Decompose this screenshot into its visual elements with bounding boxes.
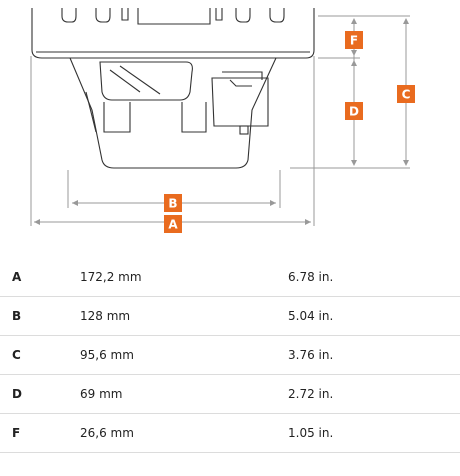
dimension-tag-a-label: A xyxy=(168,217,178,232)
table-row xyxy=(0,414,460,453)
dimension-tag-b-label: B xyxy=(168,196,178,211)
dimension-tag-b xyxy=(164,194,182,212)
dimension-tag-f-label: F xyxy=(349,33,359,48)
dimension-tag-a xyxy=(164,215,182,233)
dimension-tag-d xyxy=(345,102,363,120)
dimension-tag-c xyxy=(397,85,415,103)
dimension-label: B xyxy=(12,309,22,323)
imperial-value: 2.72 in. xyxy=(288,387,334,401)
dimension-table xyxy=(0,258,460,453)
dimension-tag-c-label: C xyxy=(401,87,411,102)
imperial-value: 6.78 in. xyxy=(288,270,334,284)
metric-value: 69 mm xyxy=(80,387,123,401)
speaker-flange xyxy=(32,8,314,58)
table-row xyxy=(0,336,460,375)
metric-value: 172,2 mm xyxy=(80,270,142,284)
table-row xyxy=(0,258,460,297)
imperial-value: 5.04 in. xyxy=(288,309,334,323)
dimension-tag-f xyxy=(345,31,363,49)
dimension-label: D xyxy=(12,387,22,401)
metric-value: 95,6 mm xyxy=(80,348,134,362)
dimension-label: A xyxy=(12,270,22,284)
metric-value: 26,6 mm xyxy=(80,426,134,440)
metric-value: 128 mm xyxy=(80,309,131,323)
imperial-value: 1.05 in. xyxy=(288,426,334,440)
imperial-value: 3.76 in. xyxy=(288,348,334,362)
dimension-label: F xyxy=(12,426,21,440)
dimension-tag-d-label: D xyxy=(349,104,359,119)
table-row xyxy=(0,297,460,336)
dimension-label: C xyxy=(12,348,21,362)
table-row xyxy=(0,375,460,414)
